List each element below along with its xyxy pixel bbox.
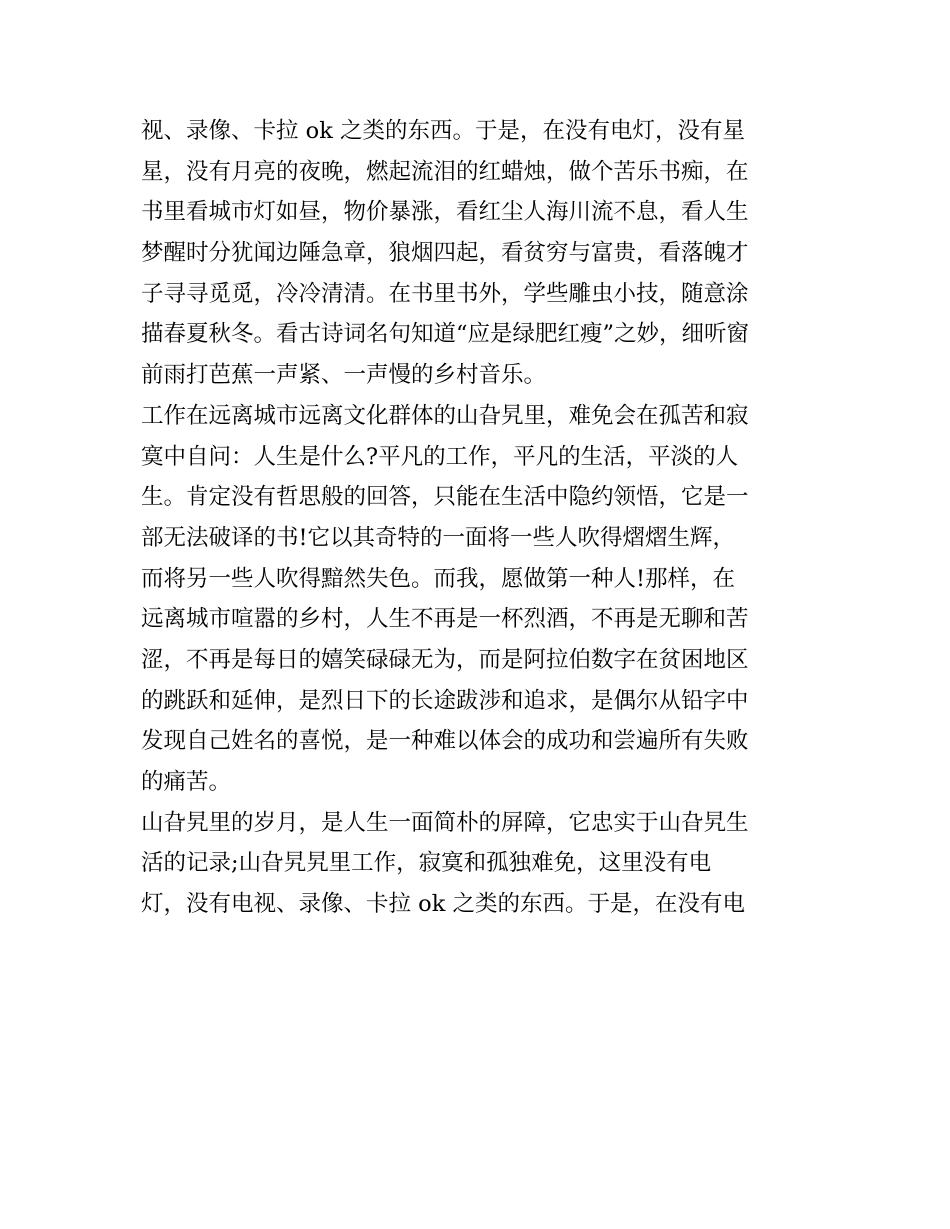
text-line: 书里看城市灯如昼，物价暴涨，看红尘人海川流不息，看人生 xyxy=(141,199,749,226)
text-line: 前雨打芭蕉一声紧、一声慢的乡村音乐。 xyxy=(141,362,547,389)
text-line: 的跳跃和延伸，是烈日下的长途跋涉和追求，是偶尔从铅字中 xyxy=(141,687,749,714)
text-line: 子寻寻觅觅，冷冷清清。在书里书外，学些雕虫小技，随意涂 xyxy=(141,280,749,307)
text-line: 工作在远离城市远离文化群体的山旮旯里，难免会在孤苦和寂 xyxy=(141,402,749,429)
text-line: 生。肯定没有哲思般的回答，只能在生活中隐约领悟，它是一 xyxy=(141,484,749,511)
text-line: 描春夏秋冬。看古诗词名句知道“应是绿肥红瘦”之妙，细听窗 xyxy=(141,321,750,348)
text-line: 而将另一些人吹得黯然失色。而我，愿做第一种人!那样，在 xyxy=(141,565,736,592)
text-line: 活的记录;山旮旯旯里工作，寂寞和孤独难免，这里没有电 xyxy=(141,850,712,877)
text-line: 远离城市喧嚣的乡村，人生不再是一杯烈酒，不再是无聊和苦 xyxy=(141,606,749,633)
text-line: 的痛苦。 xyxy=(141,769,232,795)
text-line: 寞中自问：人生是什么?平凡的工作，平凡的生活，平淡的人 xyxy=(141,443,739,470)
text-line: 涩，不再是每日的嬉笑碌碌无为，而是阿拉伯数字在贫困地区 xyxy=(141,646,749,673)
text-line: 山旮旯里的岁月，是人生一面简朴的屏障，它忠实于山旮旯生 xyxy=(141,809,749,836)
text-line: 梦醒时分犹闻边陲急章，狼烟四起，看贫穷与富贵，看落魄才 xyxy=(141,240,749,267)
text-line: 星，没有月亮的夜晚，燃起流泪的红蜡烛，做个苦乐书痴，在 xyxy=(141,158,749,185)
body-text xyxy=(141,111,821,925)
text-line: 视、录像、卡拉 ok 之类的东西。于是，在没有电灯，没有星 xyxy=(141,118,745,144)
text-line: 部无法破译的书!它以其奇特的一面将一些人吹得熠熠生辉， xyxy=(141,524,736,551)
text-line: 灯，没有电视、录像、卡拉 ok 之类的东西。于是，在没有电 xyxy=(141,891,745,918)
text-line: 发现自己姓名的喜悦，是一种难以体会的成功和尝遍所有失败 xyxy=(141,728,749,755)
